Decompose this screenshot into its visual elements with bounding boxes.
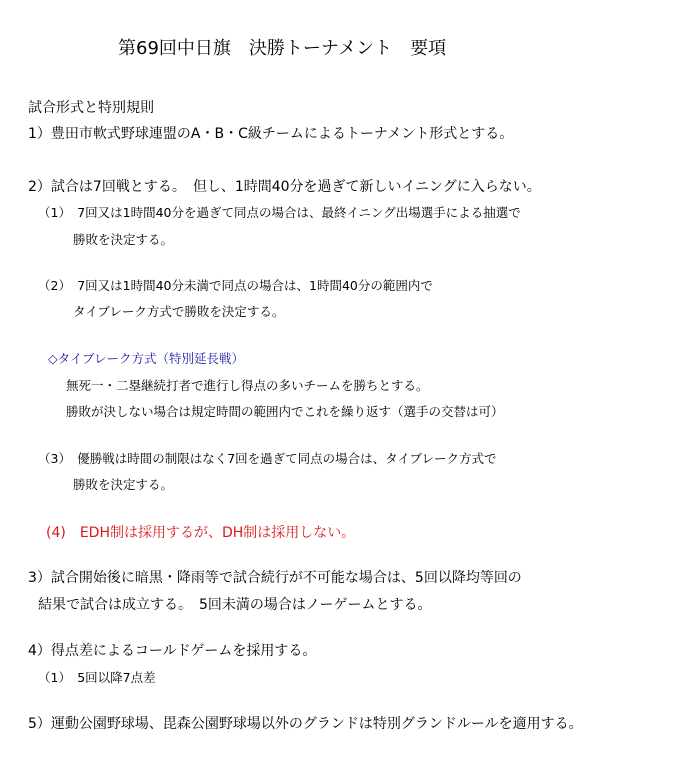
rule-4: 4）得点差によるコールドゲームを採用する。 xyxy=(28,643,317,659)
tiebreak-heading: ◇タイブレーク方式（特別延長戦） xyxy=(48,351,244,366)
rule-2-sub-1-line-1: （1） 7回又は1時間40分を過ぎて同点の場合は、最終イニング出場選手による抽選で xyxy=(38,205,521,220)
rule-2-sub-4: (4) EDH制は採用するが、DH制は採用しない。 xyxy=(46,525,356,541)
rule-3-line-2: 結果で試合は成立する。 5回未満の場合はノーゲームとする。 xyxy=(38,597,432,613)
rule-2-sub-2-line-2: タイブレーク方式で勝敗を決定する。 xyxy=(73,304,285,319)
rule-2-sub-2-line-1: （2） 7回又は1時間40分未満で同点の場合は、1時間40分の範囲内で xyxy=(38,278,433,293)
tiebreak-line-2: 勝敗が決しない場合は規定時間の範囲内でこれを繰り返す（選手の交替は可） xyxy=(66,404,504,419)
tiebreak-line-1: 無死一・二塁継続打者で進行し得点の多いチームを勝ちとする。 xyxy=(66,378,429,393)
rule-2-sub-1-line-2: 勝敗を決定する。 xyxy=(73,232,174,247)
section-heading: 試合形式と特別規則 xyxy=(28,100,154,116)
rule-2: 2）試合は7回戦とする。 但し、1時間40分を過ぎて新しいイニングに入らない。 xyxy=(28,179,541,195)
rule-3-line-1: 3）試合開始後に暗黒・降雨等で試合続行が不可能な場合は、5回以降均等回の xyxy=(28,570,522,586)
rule-5: 5）運動公園野球場、毘森公園野球場以外のグランドは特別グランドルールを適用する。 xyxy=(28,716,583,732)
rule-2-sub-3-line-2: 勝敗を決定する。 xyxy=(73,477,174,492)
page-title: 第69回中日旗 決勝トーナメント 要項 xyxy=(118,38,447,59)
rule-1: 1）豊田市軟式野球連盟のA・B・C級チームによるトーナメント形式とする。 xyxy=(28,126,514,142)
rule-2-sub-3-line-1: （3） 優勝戦は時間の制限はなく7回を過ぎて同点の場合は、タイブレーク方式で xyxy=(38,451,497,466)
rule-4-sub-1: （1） 5回以降7点差 xyxy=(38,670,156,685)
